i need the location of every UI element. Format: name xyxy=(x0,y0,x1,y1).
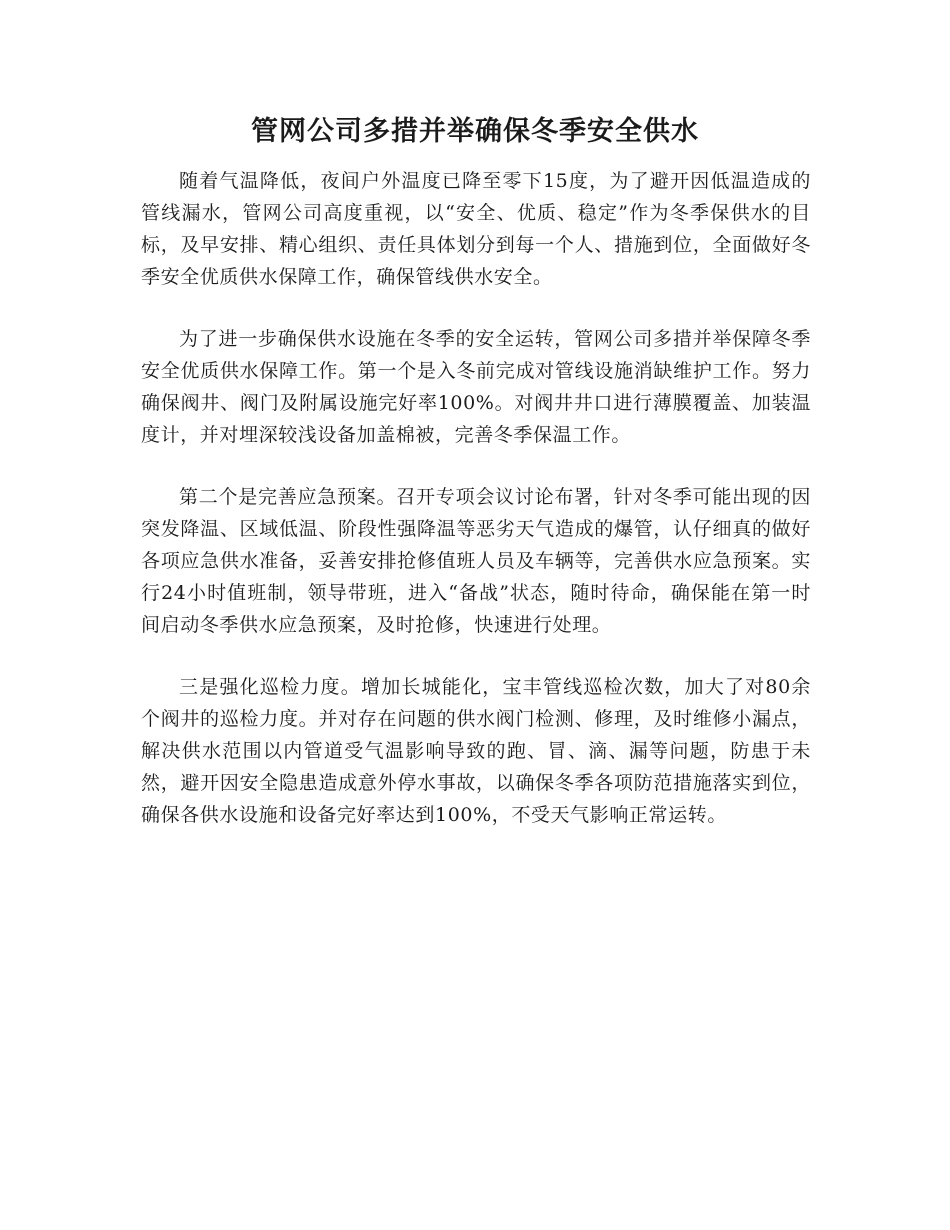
paragraph-3: 第二个是完善应急预案。召开专项会议讨论布署，针对冬季可能出现的因突发降温、区域低温、阶段性强降温等恶劣天气造成的爆管，认仔细真的做好各项应急供水准备，妥善安排抢修值班人员及车辆等，完善供水应急预案。实行24小时值班制，领导带班，进入“备战”状态，随时待命，确保能在第一时间启动冬季供水应急预案，及时抢修，快速进行处理。 xyxy=(141,486,811,636)
paragraph-2: 为了进一步确保供水设施在冬季的安全运转，管网公司多措并举保障冬季安全优质供水保障工作。第一个是入冬前完成对管线设施消缺维护工作。努力确保阀井、阀门及附属设施完好率100%。对阀井井口进行薄膜覆盖、加装温度计，并对埋深较浅设备加盖棉被，完善冬季保温工作。 xyxy=(141,328,811,446)
document-title: 管网公司多措并举确保冬季安全供水 xyxy=(251,116,699,147)
document-body xyxy=(141,165,811,861)
paragraph-4: 三是强化巡检力度。增加长城能化，宝丰管线巡检次数，加大了对80余个阀井的巡检力度。并对存在问题的供水阀门检测、修理，及时维修小漏点，解决供水范围以内管道受气温影响导致的跑、冒、滴、漏等问题，防患于未然，避开因安全隐患造成意外停水事故，以确保冬季各项防范措施落实到位，确保各供水设施和设备完好率达到100%，不受天气影响正常运转。 xyxy=(141,676,811,826)
paragraph-1: 随着气温降低，夜间户外温度已降至零下15度，为了避开因低温造成的管线漏水，管网公司高度重视，以“安全、优质、稳定”作为冬季保供水的目标，及早安排、精心组织、责任具体划分到每一个人、措施到位，全面做好冬季安全优质供水保障工作，确保管线供水安全。 xyxy=(141,170,811,288)
